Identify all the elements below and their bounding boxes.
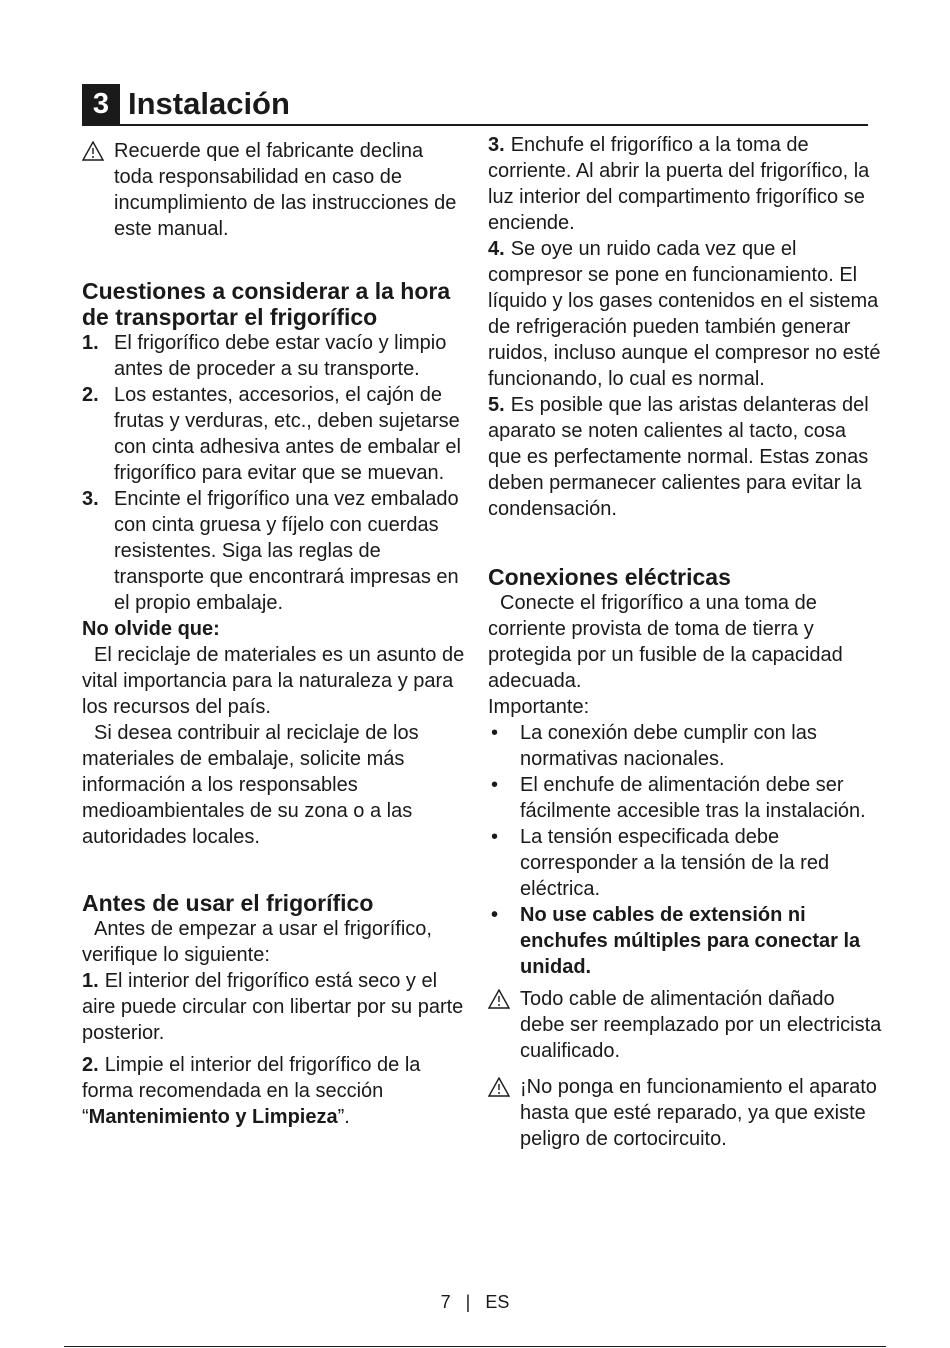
important-label: Importante: [488,696,590,718]
electric-heading: Conexiones eléctricas [488,564,731,590]
footer-separator: | [465,1292,471,1312]
bullet-item: • La tensión especificada debe corresponder a la tensión de la red eléctrica. [491,826,830,900]
cable-warning: Todo cable de alimentación dañado debe ser reemplazado por un electricista cualificado. [488,986,883,1064]
manufacturer-warning [82,138,467,242]
list-item: 1. El frigorífico debe estar vacío y limpio antes de proceder a su transporte. [82,332,447,380]
chapter-header [82,82,868,126]
chapter-number: 3 [82,84,120,124]
list-item: 3. Encinte el frigorífico una vez embalado con cinta gruesa y fíjelo con cuerdas resistentes. Siga las reglas de transporte que encontrará impresas en el propio embalaje. [82,488,459,614]
before-use-intro: Antes de empezar a usar el frigorífico, verifique lo siguiente: [82,918,432,966]
warning-triangle-icon [488,989,510,1009]
list-item: 2. Los estantes, accesorios, el cajón de frutas y verduras, etc., deben sujetarse con cinta adhesiva antes de embalar el frigorífico para evitar que se muevan. [82,384,461,484]
transport-heading: Cuestiones a considerar a la hora de transportar el frigorífico [82,278,451,330]
bullet-item: • El enchufe de alimentación debe ser fácilmente accesible tras la instalación. [491,774,866,822]
note-paragraph: El reciclaje de materiales es un asunto de vital importancia para la naturaleza y para los recursos del país. [82,644,465,718]
note-label: No olvide que: [82,618,220,640]
list-item: 1. El interior del frigorífico está seco y el aire puede circular con libertar por su parte posterior. [82,970,464,1044]
electric-intro: Conecte el frigorífico a una toma de corriente provista de toma de tierra y protegida por un fusible de la capacidad adecuada. [488,592,843,692]
chapter-title: Instalación [128,86,290,121]
left-column [82,138,467,1130]
list-item: 2. Limpie el interior del frigorífico de la forma recomendada en la sección “Mantenimiento y Limpieza”. [82,1054,421,1128]
section-reference: Mantenimiento y Limpieza [88,1106,338,1128]
shortcircuit-warning: ¡No ponga en funcionamiento el aparato hasta que esté reparado, ya que existe peligro de cortocircuito. [488,1074,883,1152]
bullet-item: • No use cables de extensión ni enchufes múltiples para conectar la unidad. [491,904,861,978]
list-item: 3. Enchufe el frigorífico a la toma de corriente. Al abrir la puerta del frigorífico, la luz interior del compartimento frigorífico se enciende. [488,134,870,234]
bullet-item: • La conexión debe cumplir con las normativas nacionales. [491,722,817,770]
warning-triangle-icon [82,141,104,161]
warning-triangle-icon [488,1077,510,1097]
page-footer [0,1292,950,1313]
page-number: 7 [440,1292,451,1312]
language-code: ES [485,1292,510,1312]
note-paragraph: Si desea contribuir al reciclaje de los materiales de embalaje, solicite más información a los responsables medioambientales de su zona o a las autoridades locales. [82,722,419,848]
before-use-heading: Antes de usar el frigorífico [82,890,374,916]
right-column [488,132,883,1152]
list-item: 5. Es posible que las aristas delanteras del aparato se noten calientes al tacto, cosa que es perfectamente normal. Estas zonas deben permanecer calientes para evitar la condensación. [488,394,869,520]
footer-rule [64,1346,886,1347]
warning-text: Recuerde que el fabricante declina toda responsabilidad en caso de incumplimiento de las instrucciones de este manual. [114,140,457,240]
list-item: 4. Se oye un ruido cada vez que el compresor se pone en funcionamiento. El líquido y los gases contenidos en el sistema de refrigeración pueden también generar ruidos, incluso aunque el compresor no esté funcionando, lo cual es normal. [488,238,881,390]
